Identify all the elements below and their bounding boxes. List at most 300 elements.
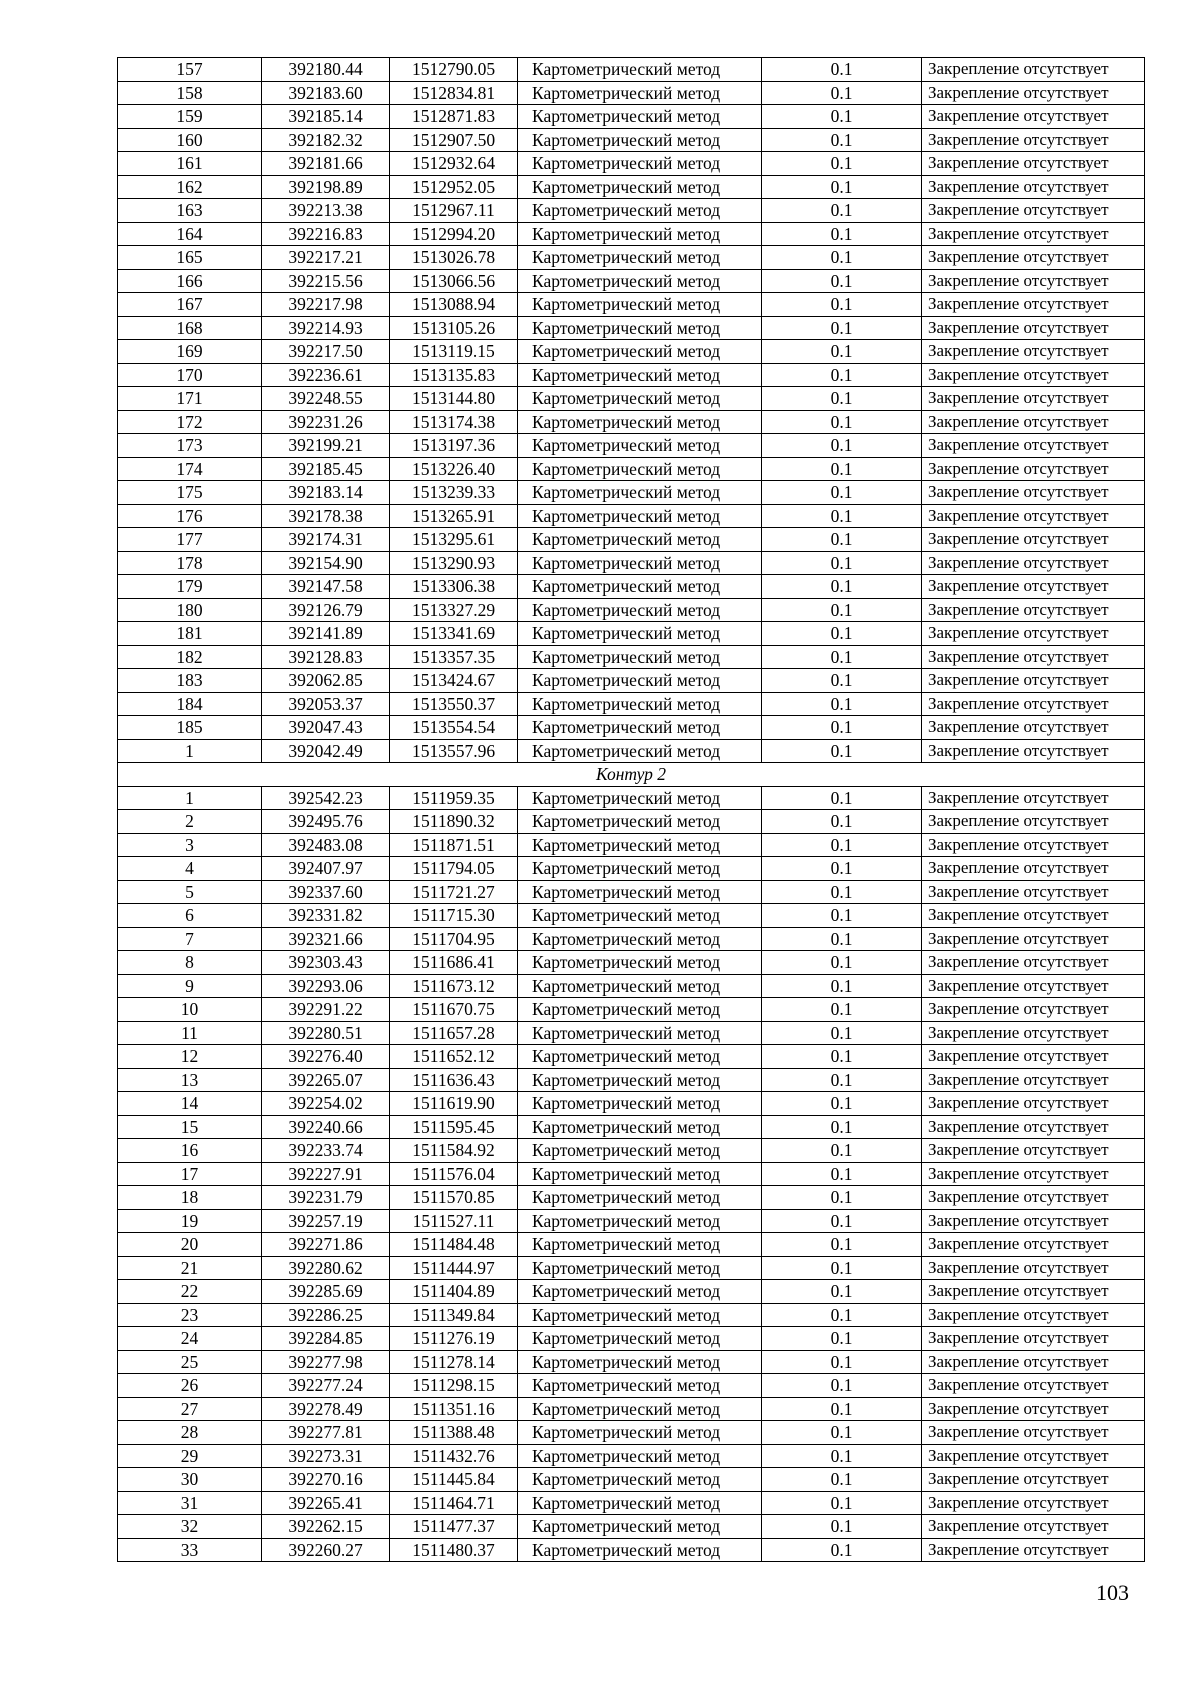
x-coordinate-cell: 392236.61 (262, 363, 390, 387)
point-number-cell: 176 (118, 504, 262, 528)
point-number-cell: 157 (118, 58, 262, 82)
x-coordinate-cell: 392047.43 (262, 716, 390, 740)
method-cell: Картометрический метод (518, 175, 762, 199)
accuracy-cell: 0.1 (762, 1115, 922, 1139)
table-row (118, 222, 1145, 246)
point-number-cell: 15 (118, 1115, 262, 1139)
method-cell: Картометрический метод (518, 1162, 762, 1186)
point-number-cell: 164 (118, 222, 262, 246)
method-cell: Картометрический метод (518, 857, 762, 881)
table-row (118, 1092, 1145, 1116)
table-row (118, 1115, 1145, 1139)
x-coordinate-cell: 392270.16 (262, 1468, 390, 1492)
table-row (118, 1045, 1145, 1069)
point-number-cell: 12 (118, 1045, 262, 1069)
x-coordinate-cell: 392257.19 (262, 1209, 390, 1233)
method-cell: Картометрический метод (518, 669, 762, 693)
point-number-cell: 28 (118, 1421, 262, 1445)
table-row (118, 974, 1145, 998)
y-coordinate-cell: 1511721.27 (390, 880, 518, 904)
x-coordinate-cell: 392277.98 (262, 1350, 390, 1374)
fixing-description-cell: Закрепление отсутствует (922, 1186, 1145, 1210)
x-coordinate-cell: 392286.25 (262, 1303, 390, 1327)
accuracy-cell: 0.1 (762, 1303, 922, 1327)
table-row (118, 927, 1145, 951)
x-coordinate-cell: 392280.62 (262, 1256, 390, 1280)
y-coordinate-cell: 1513174.38 (390, 410, 518, 434)
accuracy-cell: 0.1 (762, 1092, 922, 1116)
x-coordinate-cell: 392214.93 (262, 316, 390, 340)
fixing-description-cell: Закрепление отсутствует (922, 692, 1145, 716)
fixing-description-cell: Закрепление отсутствует (922, 152, 1145, 176)
point-number-cell: 171 (118, 387, 262, 411)
x-coordinate-cell: 392183.60 (262, 81, 390, 105)
x-coordinate-cell: 392227.91 (262, 1162, 390, 1186)
y-coordinate-cell: 1513290.93 (390, 551, 518, 575)
x-coordinate-cell: 392542.23 (262, 786, 390, 810)
method-cell: Картометрический метод (518, 105, 762, 129)
point-number-cell: 11 (118, 1021, 262, 1045)
fixing-description-cell: Закрепление отсутствует (922, 340, 1145, 364)
x-coordinate-cell: 392273.31 (262, 1444, 390, 1468)
method-cell: Картометрический метод (518, 833, 762, 857)
accuracy-cell: 0.1 (762, 1209, 922, 1233)
method-cell: Картометрический метод (518, 316, 762, 340)
method-cell: Картометрический метод (518, 410, 762, 434)
method-cell: Картометрический метод (518, 739, 762, 763)
x-coordinate-cell: 392231.26 (262, 410, 390, 434)
y-coordinate-cell: 1513306.38 (390, 575, 518, 599)
x-coordinate-cell: 392147.58 (262, 575, 390, 599)
fixing-description-cell: Закрепление отсутствует (922, 739, 1145, 763)
x-coordinate-cell: 392262.15 (262, 1515, 390, 1539)
fixing-description-cell: Закрепление отсутствует (922, 974, 1145, 998)
y-coordinate-cell: 1513119.15 (390, 340, 518, 364)
table-row (118, 786, 1145, 810)
y-coordinate-cell: 1513144.80 (390, 387, 518, 411)
method-cell: Картометрический метод (518, 246, 762, 270)
method-cell: Картометрический метод (518, 1491, 762, 1515)
method-cell: Картометрический метод (518, 1186, 762, 1210)
method-cell: Картометрический метод (518, 786, 762, 810)
x-coordinate-cell: 392260.27 (262, 1538, 390, 1562)
method-cell: Картометрический метод (518, 998, 762, 1022)
point-number-cell: 158 (118, 81, 262, 105)
table-row (118, 1280, 1145, 1304)
accuracy-cell: 0.1 (762, 128, 922, 152)
x-coordinate-cell: 392178.38 (262, 504, 390, 528)
method-cell: Картометрический метод (518, 1139, 762, 1163)
fixing-description-cell: Закрепление отсутствует (922, 222, 1145, 246)
y-coordinate-cell: 1513265.91 (390, 504, 518, 528)
page-number: 103 (1096, 1580, 1129, 1605)
y-coordinate-cell: 1511276.19 (390, 1327, 518, 1351)
fixing-description-cell: Закрепление отсутствует (922, 1374, 1145, 1398)
x-coordinate-cell: 392240.66 (262, 1115, 390, 1139)
table-row (118, 1515, 1145, 1539)
x-coordinate-cell: 392284.85 (262, 1327, 390, 1351)
x-coordinate-cell: 392042.49 (262, 739, 390, 763)
y-coordinate-cell: 1512834.81 (390, 81, 518, 105)
point-number-cell: 178 (118, 551, 262, 575)
x-coordinate-cell: 392213.38 (262, 199, 390, 223)
fixing-description-cell: Закрепление отсутствует (922, 81, 1145, 105)
y-coordinate-cell: 1511570.85 (390, 1186, 518, 1210)
accuracy-cell: 0.1 (762, 481, 922, 505)
y-coordinate-cell: 1513105.26 (390, 316, 518, 340)
y-coordinate-cell: 1512932.64 (390, 152, 518, 176)
accuracy-cell: 0.1 (762, 1468, 922, 1492)
y-coordinate-cell: 1513026.78 (390, 246, 518, 270)
y-coordinate-cell: 1513554.54 (390, 716, 518, 740)
accuracy-cell: 0.1 (762, 1397, 922, 1421)
fixing-description-cell: Закрепление отсутствует (922, 1256, 1145, 1280)
y-coordinate-cell: 1511527.11 (390, 1209, 518, 1233)
y-coordinate-cell: 1511595.45 (390, 1115, 518, 1139)
fixing-description-cell: Закрепление отсутствует (922, 1115, 1145, 1139)
y-coordinate-cell: 1511480.37 (390, 1538, 518, 1562)
accuracy-cell: 0.1 (762, 1068, 922, 1092)
table-row (118, 504, 1145, 528)
table-row (118, 1021, 1145, 1045)
point-number-cell: 24 (118, 1327, 262, 1351)
table-row (118, 1538, 1145, 1562)
y-coordinate-cell: 1513295.61 (390, 528, 518, 552)
x-coordinate-cell: 392216.83 (262, 222, 390, 246)
x-coordinate-cell: 392062.85 (262, 669, 390, 693)
accuracy-cell: 0.1 (762, 316, 922, 340)
x-coordinate-cell: 392198.89 (262, 175, 390, 199)
y-coordinate-cell: 1511715.30 (390, 904, 518, 928)
table-row (118, 1162, 1145, 1186)
method-cell: Картометрический метод (518, 927, 762, 951)
point-number-cell: 30 (118, 1468, 262, 1492)
table-row (118, 622, 1145, 646)
point-number-cell: 25 (118, 1350, 262, 1374)
point-number-cell: 177 (118, 528, 262, 552)
table-row (118, 645, 1145, 669)
fixing-description-cell: Закрепление отсутствует (922, 269, 1145, 293)
method-cell: Картометрический метод (518, 1115, 762, 1139)
x-coordinate-cell: 392483.08 (262, 833, 390, 857)
table-row (118, 1209, 1145, 1233)
x-coordinate-cell: 392181.66 (262, 152, 390, 176)
point-number-cell: 14 (118, 1092, 262, 1116)
table-row (118, 128, 1145, 152)
accuracy-cell: 0.1 (762, 927, 922, 951)
y-coordinate-cell: 1511388.48 (390, 1421, 518, 1445)
method-cell: Картометрический метод (518, 1327, 762, 1351)
x-coordinate-cell: 392217.50 (262, 340, 390, 364)
y-coordinate-cell: 1511404.89 (390, 1280, 518, 1304)
accuracy-cell: 0.1 (762, 1515, 922, 1539)
accuracy-cell: 0.1 (762, 645, 922, 669)
y-coordinate-cell: 1511636.43 (390, 1068, 518, 1092)
method-cell: Картометрический метод (518, 974, 762, 998)
fixing-description-cell: Закрепление отсутствует (922, 1280, 1145, 1304)
accuracy-cell: 0.1 (762, 269, 922, 293)
method-cell: Картометрический метод (518, 1303, 762, 1327)
y-coordinate-cell: 1511619.90 (390, 1092, 518, 1116)
method-cell: Картометрический метод (518, 904, 762, 928)
accuracy-cell: 0.1 (762, 58, 922, 82)
y-coordinate-cell: 1511871.51 (390, 833, 518, 857)
fixing-description-cell: Закрепление отсутствует (922, 1303, 1145, 1327)
x-coordinate-cell: 392217.98 (262, 293, 390, 317)
point-number-cell: 29 (118, 1444, 262, 1468)
fixing-description-cell: Закрепление отсутствует (922, 810, 1145, 834)
accuracy-cell: 0.1 (762, 716, 922, 740)
point-number-cell: 9 (118, 974, 262, 998)
y-coordinate-cell: 1513550.37 (390, 692, 518, 716)
point-number-cell: 1 (118, 739, 262, 763)
y-coordinate-cell: 1512871.83 (390, 105, 518, 129)
method-cell: Картометрический метод (518, 481, 762, 505)
x-coordinate-cell: 392331.82 (262, 904, 390, 928)
point-number-cell: 182 (118, 645, 262, 669)
point-number-cell: 163 (118, 199, 262, 223)
accuracy-cell: 0.1 (762, 1186, 922, 1210)
point-number-cell: 172 (118, 410, 262, 434)
method-cell: Картометрический метод (518, 810, 762, 834)
method-cell: Картометрический метод (518, 387, 762, 411)
y-coordinate-cell: 1511432.76 (390, 1444, 518, 1468)
table-row (118, 105, 1145, 129)
point-number-cell: 173 (118, 434, 262, 458)
y-coordinate-cell: 1511890.32 (390, 810, 518, 834)
point-number-cell: 183 (118, 669, 262, 693)
y-coordinate-cell: 1511794.05 (390, 857, 518, 881)
accuracy-cell: 0.1 (762, 199, 922, 223)
point-number-cell: 165 (118, 246, 262, 270)
accuracy-cell: 0.1 (762, 457, 922, 481)
accuracy-cell: 0.1 (762, 974, 922, 998)
x-coordinate-cell: 392217.21 (262, 246, 390, 270)
method-cell: Картометрический метод (518, 551, 762, 575)
fixing-description-cell: Закрепление отсутствует (922, 1162, 1145, 1186)
table-row (118, 1350, 1145, 1374)
accuracy-cell: 0.1 (762, 1444, 922, 1468)
table-row (118, 152, 1145, 176)
point-number-cell: 13 (118, 1068, 262, 1092)
method-cell: Картометрический метод (518, 58, 762, 82)
y-coordinate-cell: 1511686.41 (390, 951, 518, 975)
accuracy-cell: 0.1 (762, 387, 922, 411)
x-coordinate-cell: 392053.37 (262, 692, 390, 716)
table-row (118, 692, 1145, 716)
table-row (118, 904, 1145, 928)
fixing-description-cell: Закрепление отсутствует (922, 199, 1145, 223)
accuracy-cell: 0.1 (762, 739, 922, 763)
accuracy-cell: 0.1 (762, 1256, 922, 1280)
method-cell: Картометрический метод (518, 528, 762, 552)
accuracy-cell: 0.1 (762, 1139, 922, 1163)
section-header-label: Контур 2 (118, 763, 1145, 787)
point-number-cell: 175 (118, 481, 262, 505)
accuracy-cell: 0.1 (762, 880, 922, 904)
accuracy-cell: 0.1 (762, 340, 922, 364)
point-number-cell: 185 (118, 716, 262, 740)
fixing-description-cell: Закрепление отсутствует (922, 1538, 1145, 1562)
table-row (118, 457, 1145, 481)
y-coordinate-cell: 1513239.33 (390, 481, 518, 505)
y-coordinate-cell: 1511657.28 (390, 1021, 518, 1045)
fixing-description-cell: Закрепление отсутствует (922, 105, 1145, 129)
method-cell: Картометрический метод (518, 1092, 762, 1116)
y-coordinate-cell: 1511670.75 (390, 998, 518, 1022)
y-coordinate-cell: 1511477.37 (390, 1515, 518, 1539)
fixing-description-cell: Закрепление отсутствует (922, 58, 1145, 82)
table-row (118, 1327, 1145, 1351)
y-coordinate-cell: 1513066.56 (390, 269, 518, 293)
table-row (118, 269, 1145, 293)
point-number-cell: 6 (118, 904, 262, 928)
table-row (118, 340, 1145, 364)
fixing-description-cell: Закрепление отсутствует (922, 434, 1145, 458)
table-row (118, 81, 1145, 105)
y-coordinate-cell: 1513341.69 (390, 622, 518, 646)
table-row (118, 1374, 1145, 1398)
fixing-description-cell: Закрепление отсутствует (922, 1233, 1145, 1257)
fixing-description-cell: Закрепление отсутствует (922, 1021, 1145, 1045)
point-number-cell: 3 (118, 833, 262, 857)
x-coordinate-cell: 392248.55 (262, 387, 390, 411)
point-number-cell: 7 (118, 927, 262, 951)
accuracy-cell: 0.1 (762, 105, 922, 129)
point-number-cell: 167 (118, 293, 262, 317)
point-number-cell: 20 (118, 1233, 262, 1257)
point-number-cell: 31 (118, 1491, 262, 1515)
point-number-cell: 19 (118, 1209, 262, 1233)
fixing-description-cell: Закрепление отсутствует (922, 1421, 1145, 1445)
fixing-description-cell: Закрепление отсутствует (922, 175, 1145, 199)
method-cell: Картометрический метод (518, 199, 762, 223)
x-coordinate-cell: 392233.74 (262, 1139, 390, 1163)
table-row (118, 1491, 1145, 1515)
x-coordinate-cell: 392285.69 (262, 1280, 390, 1304)
x-coordinate-cell: 392265.41 (262, 1491, 390, 1515)
table-row (118, 1303, 1145, 1327)
x-coordinate-cell: 392199.21 (262, 434, 390, 458)
method-cell: Картометрический метод (518, 504, 762, 528)
table-row (118, 998, 1145, 1022)
y-coordinate-cell: 1513327.29 (390, 598, 518, 622)
y-coordinate-cell: 1511584.92 (390, 1139, 518, 1163)
fixing-description-cell: Закрепление отсутствует (922, 1139, 1145, 1163)
fixing-description-cell: Закрепление отсутствует (922, 1468, 1145, 1492)
accuracy-cell: 0.1 (762, 1491, 922, 1515)
table-row (118, 1468, 1145, 1492)
method-cell: Картометрический метод (518, 1468, 762, 1492)
y-coordinate-cell: 1511278.14 (390, 1350, 518, 1374)
table-row (118, 199, 1145, 223)
table-row (118, 716, 1145, 740)
accuracy-cell: 0.1 (762, 363, 922, 387)
y-coordinate-cell: 1513135.83 (390, 363, 518, 387)
table-row (118, 481, 1145, 505)
accuracy-cell: 0.1 (762, 246, 922, 270)
fixing-description-cell: Закрепление отсутствует (922, 998, 1145, 1022)
accuracy-cell: 0.1 (762, 528, 922, 552)
fixing-description-cell: Закрепление отсутствует (922, 669, 1145, 693)
table-row (118, 1421, 1145, 1445)
accuracy-cell: 0.1 (762, 293, 922, 317)
table-row (118, 246, 1145, 270)
point-number-cell: 32 (118, 1515, 262, 1539)
table-row (118, 363, 1145, 387)
accuracy-cell: 0.1 (762, 857, 922, 881)
point-number-cell: 5 (118, 880, 262, 904)
x-coordinate-cell: 392128.83 (262, 645, 390, 669)
y-coordinate-cell: 1513088.94 (390, 293, 518, 317)
point-number-cell: 23 (118, 1303, 262, 1327)
method-cell: Картометрический метод (518, 269, 762, 293)
accuracy-cell: 0.1 (762, 175, 922, 199)
fixing-description-cell: Закрепление отсутствует (922, 1350, 1145, 1374)
y-coordinate-cell: 1512952.05 (390, 175, 518, 199)
y-coordinate-cell: 1513424.67 (390, 669, 518, 693)
x-coordinate-cell: 392321.66 (262, 927, 390, 951)
y-coordinate-cell: 1511351.16 (390, 1397, 518, 1421)
y-coordinate-cell: 1511959.35 (390, 786, 518, 810)
point-number-cell: 26 (118, 1374, 262, 1398)
x-coordinate-cell: 392277.81 (262, 1421, 390, 1445)
accuracy-cell: 0.1 (762, 951, 922, 975)
point-number-cell: 16 (118, 1139, 262, 1163)
point-number-cell: 168 (118, 316, 262, 340)
point-number-cell: 174 (118, 457, 262, 481)
table-row (118, 669, 1145, 693)
x-coordinate-cell: 392278.49 (262, 1397, 390, 1421)
accuracy-cell: 0.1 (762, 434, 922, 458)
accuracy-cell: 0.1 (762, 1350, 922, 1374)
point-number-cell: 169 (118, 340, 262, 364)
method-cell: Картометрический метод (518, 880, 762, 904)
y-coordinate-cell: 1511704.95 (390, 927, 518, 951)
accuracy-cell: 0.1 (762, 1421, 922, 1445)
coordinates-table (117, 57, 1145, 1562)
table-row (118, 410, 1145, 434)
fixing-description-cell: Закрепление отсутствует (922, 575, 1145, 599)
accuracy-cell: 0.1 (762, 998, 922, 1022)
accuracy-cell: 0.1 (762, 622, 922, 646)
y-coordinate-cell: 1513197.36 (390, 434, 518, 458)
method-cell: Картометрический метод (518, 222, 762, 246)
accuracy-cell: 0.1 (762, 504, 922, 528)
x-coordinate-cell: 392141.89 (262, 622, 390, 646)
accuracy-cell: 0.1 (762, 1374, 922, 1398)
method-cell: Картометрический метод (518, 1233, 762, 1257)
fixing-description-cell: Закрепление отсутствует (922, 645, 1145, 669)
x-coordinate-cell: 392293.06 (262, 974, 390, 998)
method-cell: Картометрический метод (518, 951, 762, 975)
x-coordinate-cell: 392276.40 (262, 1045, 390, 1069)
fixing-description-cell: Закрепление отсутствует (922, 363, 1145, 387)
fixing-description-cell: Закрепление отсутствует (922, 387, 1145, 411)
x-coordinate-cell: 392183.14 (262, 481, 390, 505)
method-cell: Картометрический метод (518, 363, 762, 387)
accuracy-cell: 0.1 (762, 1327, 922, 1351)
fixing-description-cell: Закрепление отсутствует (922, 1327, 1145, 1351)
accuracy-cell: 0.1 (762, 786, 922, 810)
point-number-cell: 184 (118, 692, 262, 716)
fixing-description-cell: Закрепление отсутствует (922, 481, 1145, 505)
method-cell: Картометрический метод (518, 1045, 762, 1069)
y-coordinate-cell: 1511652.12 (390, 1045, 518, 1069)
table-row (118, 739, 1145, 763)
method-cell: Картометрический метод (518, 645, 762, 669)
x-coordinate-cell: 392291.22 (262, 998, 390, 1022)
